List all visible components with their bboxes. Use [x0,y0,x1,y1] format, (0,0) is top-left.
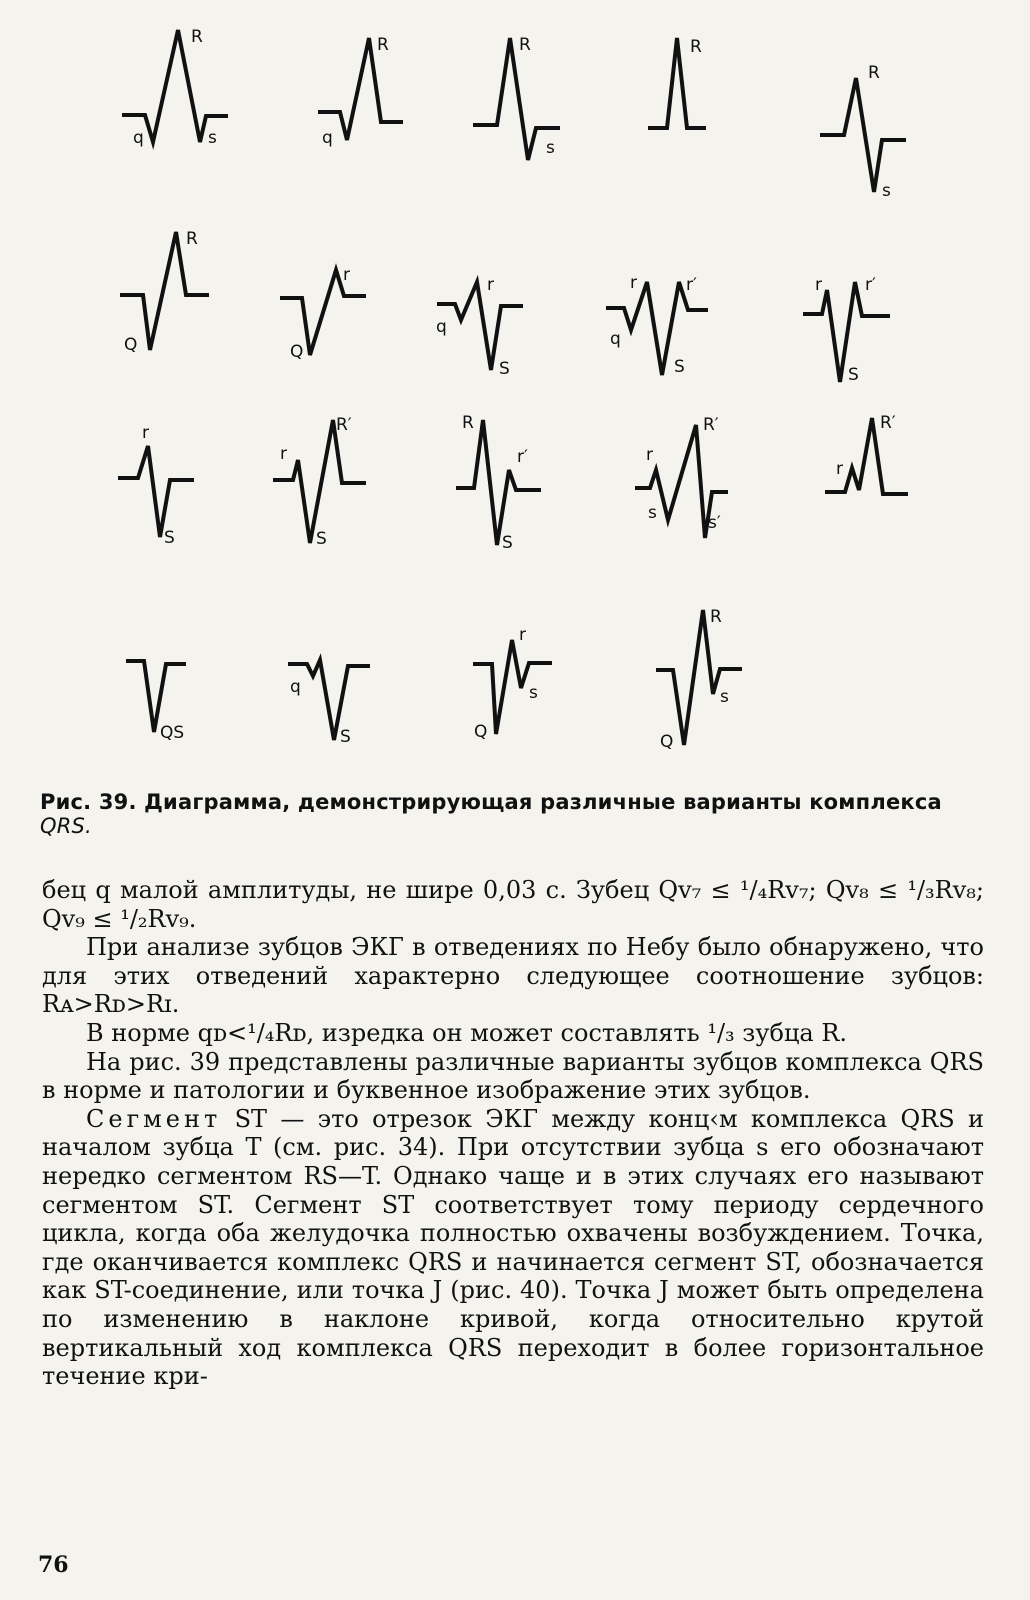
qrs-complex-rSr [803,275,890,385]
wave-label-Q: Q [290,342,304,362]
wave-label-R-prime: R′ [880,413,896,433]
qrs-complex-Qr [280,265,366,362]
wave-label-r: r [487,275,494,295]
qrs-complex-QR [120,229,209,355]
qrs-complex-qRs-1 [122,27,228,148]
wave-label-S: S [848,365,859,385]
wave-label-q: q [133,128,144,148]
qrs-complex-Rs-2 [820,63,906,201]
body-text [42,876,984,1391]
qrs-complex-qS [288,660,370,747]
paragraph-2: При анализе зубцов ЭКГ в отведениях по Небу было обнаружено, что для этих отведений характерно следующее соотношение зубцов: Rᴀ>Rᴅ>Rɪ. [42,933,984,1019]
wave-label-s: s [720,687,729,707]
qrs-complex-QS [126,661,186,743]
page-number: 76 [38,1552,69,1578]
qrs-complex-Qrs [473,625,552,742]
term-segment: Сегмент [86,1104,222,1133]
wave-label-s: s [208,128,217,148]
wave-label-r-prime: r′ [865,275,876,295]
wave-label-S: S [316,529,327,549]
wave-label-R: R [191,27,203,47]
qrs-variants-figure [0,0,1030,780]
qrs-complex-qrS [436,275,523,379]
figure-caption [40,790,1000,838]
qrs-complex-rS [118,423,194,548]
qrs-complex-QRs [656,607,742,752]
wave-label-r: r [646,445,653,465]
paragraph-4: На рис. 39 представлены различные варианты зубцов комплекса QRS в норме и патологии и буквенное изображение этих зубцов. [42,1047,984,1105]
wave-label-r: r [142,423,149,443]
wave-label-QS: QS [160,723,185,743]
paragraph-5-text: ST — это отрезок ЭКГ между конц‹м комплекса QRS и началом зубца T (см. рис. 34). При отсутствии зубца s его обозначают нередко сегментом RS—T. Однако чаще и в этих случаях его называют сегментом ST. Сегмент ST соответствует тому периоду сердечного цикла, когда оба желудочка полностью охвачены возбуждением. Точка, где оканчивается комплекс QRS и начинается сегмент ST, обозначается как ST-соединение, или точка J (рис. 40). Точка J может быть определена по изменению в наклоне кривой, когда относительно крутой вертикальный ход комплекса QRS переходит в более горизонтальное течение кри- [42,1104,984,1391]
qrs-complex-RSr [456,413,541,553]
wave-label-Q: Q [474,722,488,742]
paragraph-3: В норме qᴅ<¹/₄Rᴅ, изредка он может составлять ¹/₃ зубца R. [86,1018,848,1047]
wave-label-S: S [502,533,513,553]
wave-label-q: q [322,128,333,148]
qrs-complex-rSR [273,415,366,549]
wave-label-R: R [710,607,722,627]
caption-qrs: QRS. [40,814,92,838]
qrs-complex-rR [825,413,908,494]
wave-label-Q: Q [660,732,674,752]
wave-label-s: s [546,138,555,158]
wave-label-q: q [436,317,447,337]
wave-label-r: r [815,275,822,295]
wave-label-R-prime: R′ [703,415,719,435]
wave-label-R: R [690,37,702,57]
wave-label-s-prime: s′ [708,513,721,533]
wave-label-R-prime: R′ [336,415,352,435]
wave-label-R: R [377,35,389,55]
wave-label-S: S [340,727,351,747]
wave-label-Q: Q [124,335,138,355]
wave-label-S: S [164,528,175,548]
wave-label-S: S [674,357,685,377]
qrs-complex-Rs-1 [473,35,560,160]
qrs-complex-rsRs [635,415,728,538]
caption-text: Рис. 39. Диаграмма, демонстрирующая различные варианты комплекса [40,790,942,814]
wave-label-R: R [462,413,474,433]
wave-label-q: q [610,329,621,349]
wave-label-r: r [343,265,350,285]
qrs-complex-R [648,37,706,128]
wave-label-r-prime: r′ [517,447,528,467]
wave-label-r: r [836,459,843,479]
wave-label-R: R [186,229,198,249]
qrs-complex-qrSr [606,273,708,377]
paragraph-5 [42,1105,984,1391]
wave-label-s: s [882,181,891,201]
wave-label-s: s [648,503,657,523]
wave-label-r: r [280,444,287,464]
wave-label-r: r [630,273,637,293]
wave-label-r: r [519,625,526,645]
wave-label-r-prime: r′ [686,275,697,295]
wave-label-R: R [868,63,880,83]
paragraph-1: бец q малой амплитуды, не шире 0,03 с. Зубец Qv₇ ≤ ¹/₄Rv₇; Qv₈ ≤ ¹/₃Rv₈; Qv₉ ≤ ¹/₂Rv₉. [42,876,984,933]
wave-label-q: q [290,677,301,697]
wave-label-R: R [519,35,531,55]
wave-label-s: s [529,683,538,703]
qrs-complex-qR [318,35,403,148]
wave-label-S: S [499,359,510,379]
